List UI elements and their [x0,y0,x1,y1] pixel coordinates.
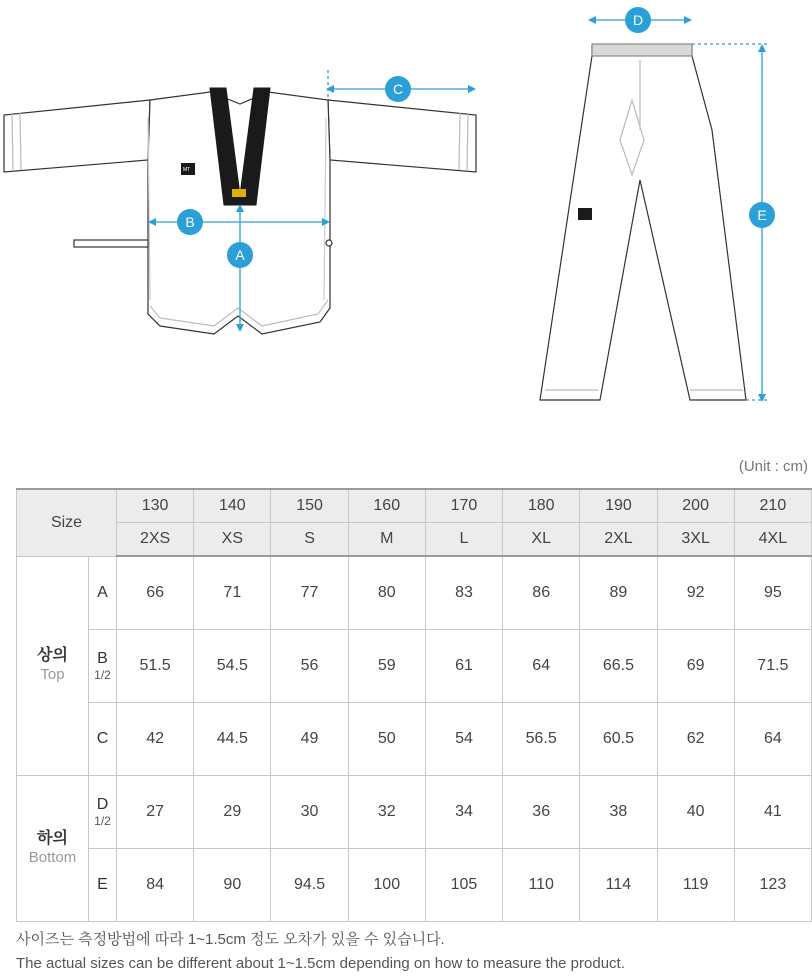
measure-value: 89 [580,556,657,630]
note-korean: 사이즈는 측정방법에 따라 1~1.5cm 정도 오차가 있을 수 있습니다. [16,931,445,948]
note-english: The actual sizes can be different about 1~1.5cm depending on how to measure the product. [16,955,625,972]
size-height: 200 [657,489,734,523]
measure-value: 62 [657,703,734,776]
measure-value: 71.5 [734,630,811,703]
measure-value: 69 [657,630,734,703]
svg-text:D: D [632,12,644,28]
top-row-c [17,703,812,776]
half-note: 1/2 [94,814,111,828]
measure-label [89,776,117,849]
measure-letter: C [96,730,109,747]
uniform-measurement-diagram [0,0,812,430]
size-code: 3XL [657,523,734,557]
top-category [17,556,89,776]
size-height: 180 [503,489,580,523]
measure-value: 34 [425,776,502,849]
size-height: 130 [117,489,194,523]
measure-value: 66 [117,556,194,630]
measure-value: 94.5 [271,849,348,922]
measure-value: 119 [657,849,734,922]
measure-value: 92 [657,556,734,630]
measure-value: 59 [348,630,425,703]
size-code: S [271,523,348,557]
measure-label [89,630,117,703]
size-code: 2XL [580,523,657,557]
measure-value: 56 [271,630,348,703]
callout-D [625,7,651,33]
measure-value: 110 [503,849,580,922]
top-row-b [17,630,812,703]
measure-value: 86 [503,556,580,630]
size-height: 190 [580,489,657,523]
measure-value: 100 [348,849,425,922]
unit-note: (Unit : cm) [738,458,808,475]
measure-value: 123 [734,849,811,922]
svg-text:E: E [757,207,767,223]
pants-logo-icon [578,208,592,220]
measure-value: 64 [503,630,580,703]
measure-value: 51.5 [117,630,194,703]
header-row-heights [17,489,812,523]
bottom-label-en: Bottom [28,849,77,867]
measure-value: 44.5 [194,703,271,776]
measure-letter: B [97,650,108,667]
svg-text:C: C [392,81,404,97]
size-height: 210 [734,489,811,523]
measure-value: 77 [271,556,348,630]
measure-value: 84 [117,849,194,922]
callout-E [749,202,775,228]
measure-letter: E [97,876,108,893]
size-code: M [348,523,425,557]
measure-value: 56.5 [503,703,580,776]
measure-value: 83 [425,556,502,630]
size-height: 150 [271,489,348,523]
measure-value: 105 [425,849,502,922]
measure-value: 64 [734,703,811,776]
measure-value: 42 [117,703,194,776]
measure-value: 95 [734,556,811,630]
measure-value: 29 [194,776,271,849]
measure-value: 27 [117,776,194,849]
measure-letter: A [97,583,108,601]
measurement-notes [16,928,625,976]
pants-drawing [540,44,746,400]
measure-value: 36 [503,776,580,849]
size-header: Size [17,489,117,556]
measure-value: 61 [425,630,502,703]
measure-value: 71 [194,556,271,630]
measure-value: 66.5 [580,630,657,703]
size-code: XL [503,523,580,557]
measure-label [89,849,117,922]
measure-value: 114 [580,849,657,922]
size-height: 170 [425,489,502,523]
size-code: L [425,523,502,557]
svg-text:MT: MT [183,167,191,173]
size-height: 160 [348,489,425,523]
measure-value: 90 [194,849,271,922]
size-code: 2XS [117,523,194,557]
bottom-row-d [17,776,812,849]
measure-value: 40 [657,776,734,849]
measure-value: 38 [580,776,657,849]
svg-text:A: A [235,247,245,263]
bottom-row-e [17,849,812,922]
callout-C [385,76,411,102]
size-chart-table [16,488,812,922]
measure-value: 41 [734,776,811,849]
measure-label [89,556,117,630]
measure-value: 49 [271,703,348,776]
half-note: 1/2 [94,668,111,682]
bottom-label-ko: 하의 [37,830,68,848]
svg-text:B: B [185,214,195,230]
top-label-en: Top [40,666,65,684]
size-height: 140 [194,489,271,523]
callout-A [227,242,253,268]
measure-value: 60.5 [580,703,657,776]
size-code: 4XL [734,523,811,557]
size-code: XS [194,523,271,557]
bottom-category [17,776,89,922]
measure-value: 54.5 [194,630,271,703]
measure-label [89,703,117,776]
measure-letter: D [96,796,109,813]
measure-value: 30 [271,776,348,849]
measure-value: 50 [348,703,425,776]
measure-value: 32 [348,776,425,849]
measure-value: 54 [425,703,502,776]
top-label-ko: 상의 [37,647,68,665]
collar-label [232,189,246,197]
header-row-codes [17,523,812,557]
callout-B [177,209,203,235]
measure-value: 80 [348,556,425,630]
top-row-a [17,556,812,630]
